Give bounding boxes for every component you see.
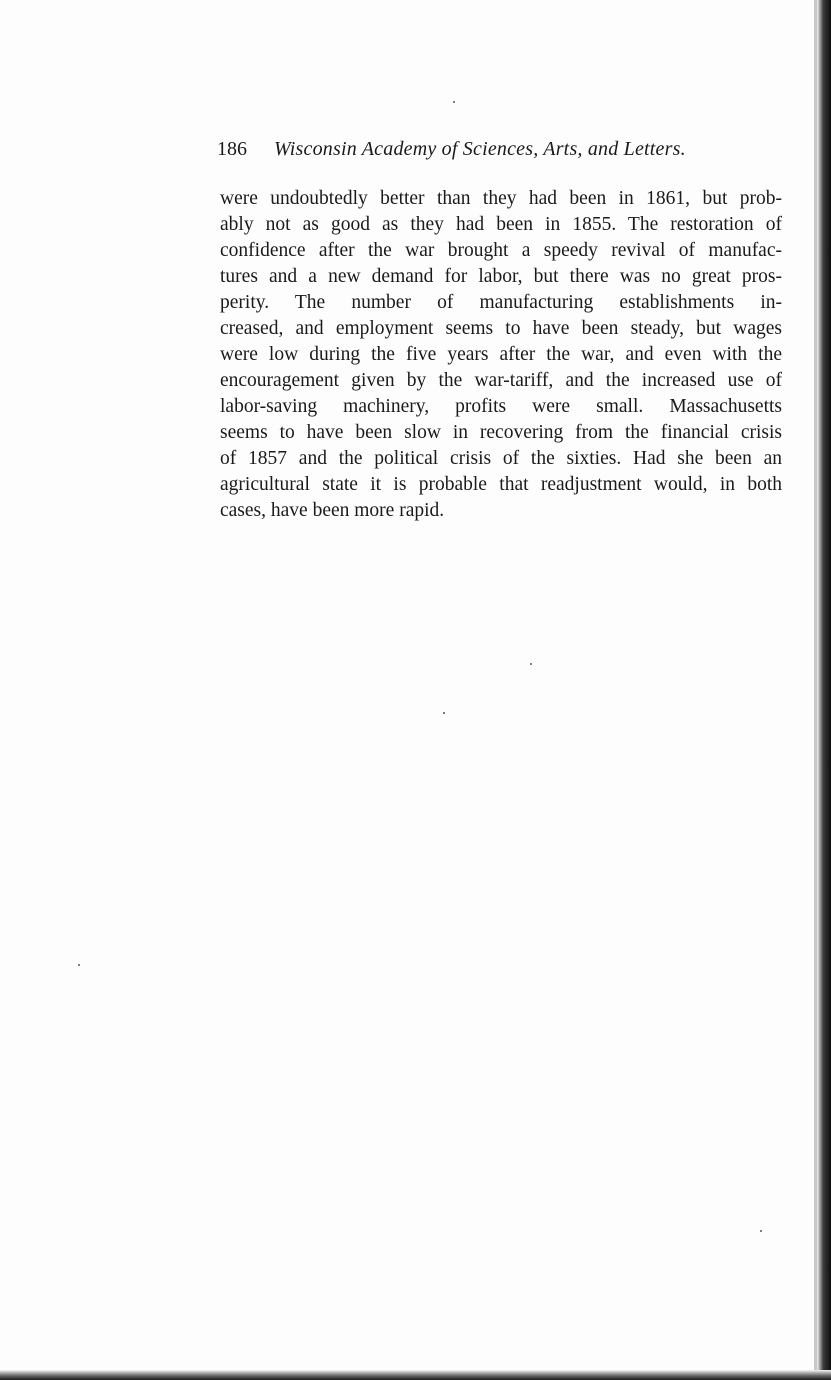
scan-speck (453, 101, 455, 103)
text-line: tures and a new demand for labor, but there was no great pros- (220, 266, 782, 287)
text-line: cases, have been more rapid. (220, 500, 445, 521)
scan-speck (78, 964, 80, 966)
page-number: 186 (217, 138, 247, 160)
text-line: perity. The number of manufacturing establishments in- (220, 292, 782, 313)
text-line: ably not as good as they had been in 1855. The restoration of (220, 214, 782, 235)
text-line: agricultural state it is probable that readjustment would, in both (220, 474, 782, 495)
text-line: confidence after the war brought a speedy revival of manufac- (220, 240, 782, 261)
scan-speck (530, 663, 532, 665)
running-head: Wisconsin Academy of Sciences, Arts, and Letters. (274, 138, 686, 160)
page-edge-bottom (0, 1370, 831, 1380)
text-line: of 1857 and the political crisis of the sixties. Had she been an (220, 448, 782, 469)
text-line: were undoubtedly better than they had been in 1861, but prob- (220, 188, 782, 209)
page-header (217, 138, 727, 172)
page-edge-right (817, 0, 831, 1380)
text-line: seems to have been slow in recovering from the financial crisis (220, 422, 782, 443)
scan-speck (443, 712, 445, 714)
text-line: encouragement given by the war-tariff, and the increased use of (220, 370, 782, 391)
scan-speck (760, 1230, 762, 1232)
text-line: labor-saving machinery, profits were small. Massachusetts (220, 396, 782, 417)
text-line: creased, and employment seems to have been steady, but wages (220, 318, 782, 339)
body-paragraph (220, 186, 782, 524)
text-line: were low during the five years after the war, and even with the (220, 344, 782, 365)
